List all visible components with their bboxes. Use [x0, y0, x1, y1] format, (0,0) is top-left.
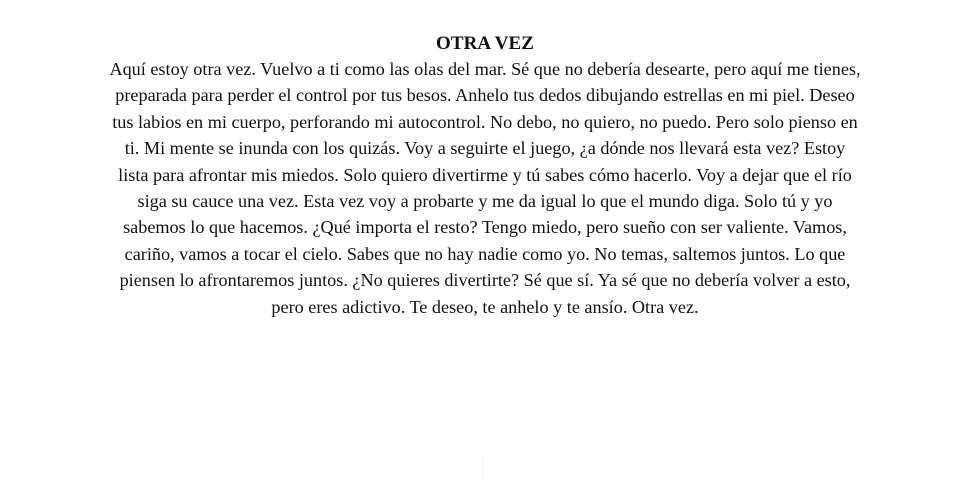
document-body-paragraph: Aquí estoy otra vez. Vuelvo a ti como las olas del mar. Sé que no debería desearte, pero aquí me tienes, preparada para perder el control por tus besos. Anhelo tus dedos dibujando estrellas en mi piel. Deseo tus labios en mi cuerpo, perforando mi autocontrol. No debo, no quiero, no puedo. Pero solo pienso en ti. Mi mente se inunda con los quizás. Voy a seguirte el juego, ¿a dónde nos llevará esta vez? Estoy lista para afrontar mis miedos. Solo quiero divertirme y tú sabes cómo hacerlo. Voy a dejar que el río siga su cauce una vez. Esta vez voy a probarte y me da igual lo que el mundo diga. Solo tú y yo sabemos lo que hacemos. ¿Qué importa el resto? Tengo miedo, pero sueño con ser valiente. Vamos, cariño, vamos a tocar el cielo. Sabes que no hay nadie como yo. No temas, saltemos juntos. Lo que piensen lo afrontaremos juntos. ¿No quieres divertirte? Sé que sí. Ya sé que no debería volver a esto, pero eres adictivo. Te deseo, te anhelo y te ansío. Otra vez. — [109, 59, 861, 317]
document-content — [108, 32, 862, 320]
document-title: OTRA VEZ — [435, 33, 535, 54]
faint-divider-mark — [483, 456, 484, 478]
